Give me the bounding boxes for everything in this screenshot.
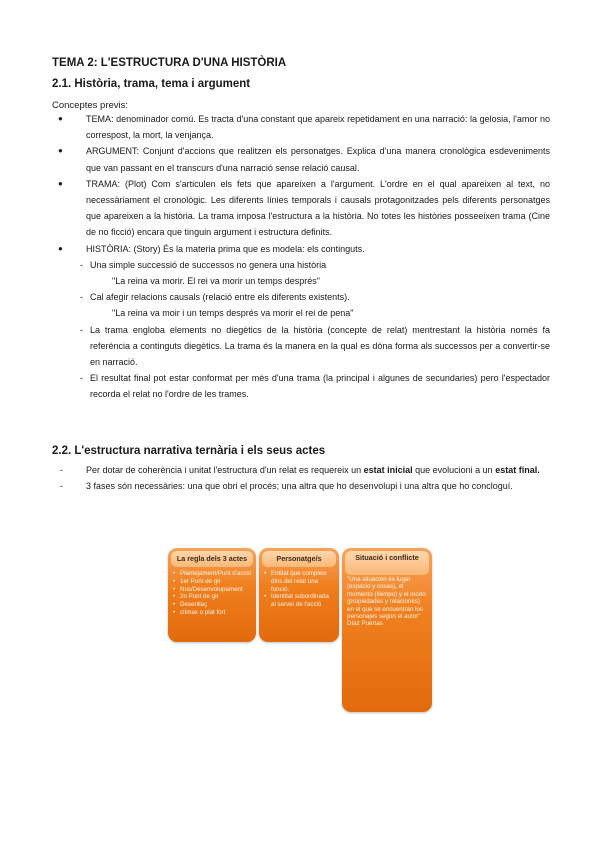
structure-list <box>52 462 550 494</box>
list-item-trama <box>52 176 550 241</box>
section-1-heading: 2.1. Història, trama, tema i argument <box>52 78 251 90</box>
dash-marker: - <box>60 465 63 475</box>
list-item-text: ARGUMENT: Conjunt d'accions que realitzen els personatges. Explica d'una manera cronològica esdeveniments que van passant en el transcurs d'una narració sense relació causal. <box>86 146 550 173</box>
box-situation-text: "Una situación es lugar (espacio y cosas), el momento (tiempo) y el modo (propiedades y relaciones) en el que se encuentran los personajes según el autor" Díaz Puertas <box>347 576 426 628</box>
box-item: • Entitat que compleix dins del relat una funció. <box>264 570 335 593</box>
box-item: • Plantejament/Punt d'acció <box>173 570 252 578</box>
list-item-coherencia <box>52 462 550 478</box>
sub-item-text: El resultat final pot estar conformat per més d'una trama (la principal i algunes de secundaries) pero l'espectador recorda el relat no l'ordre de les trames. <box>90 373 550 400</box>
dash-marker: - <box>80 373 83 384</box>
box-item: • Desenllaç <box>173 601 252 609</box>
list-item-text: TRAMA: (Plot) Com s'articulen els fets que apareixen a l'argument. L'ordre en el qual apareixen al text, no necessàriament el cronològic. Les diferents línies temporals i causals protagonitzades pels diferents personatges que apareixen a la història. La trama imposa l'estructura a la història. No totes les històries posseeixen trama (Cine de no ficció) encara que tinguin argument i estructura definits. <box>86 178 550 238</box>
sub-item-relacions <box>52 289 550 305</box>
document-title: TEMA 2: L'ESTRUCTURA D'UNA HISTÒRIA <box>52 57 287 69</box>
box-situation <box>342 548 432 712</box>
quote-2: "La reina va moir i un temps després va morir el rei de pena" <box>112 308 354 319</box>
list-item-tema <box>52 111 550 143</box>
bold-estat-final: estat final. <box>495 465 540 475</box>
box-item: • 1er Punt de gir <box>173 578 252 586</box>
list-item-fases <box>52 478 550 494</box>
three-acts-diagram <box>168 546 434 714</box>
sub-item-resultat <box>52 370 550 402</box>
list-item-text-a: Per dotar de coherència i unitat l'estructura d'un relat es requereix un <box>86 465 364 475</box>
list-item-text: HISTÒRIA: (Story) És la materia prima que es modela: els continguts. <box>86 243 365 254</box>
list-item-text: 3 fases són necessàries: una que obri el procés; una altra que ho desenvolupi i una altra que ho concloguí. <box>86 481 513 492</box>
bullet-icon: ● <box>58 243 63 253</box>
section-1-intro: Conceptes previs: <box>52 100 129 111</box>
sub-item-text: Cal afegir relacions causals (relació entre els diferents existents). <box>90 292 350 303</box>
dash-marker: - <box>60 481 63 492</box>
box-three-acts <box>168 548 256 642</box>
dash-marker: - <box>80 324 83 335</box>
list-item-text: TEMA: denominador comú. Es tracta d'una constant que apareix repetidament en una narració: la gelosia, l'amor no correspost, la mort, la venjança. <box>86 114 550 141</box>
box-three-acts-list <box>173 570 252 617</box>
box-characters <box>259 548 339 642</box>
quote-1: "La reina va morir. El rei va morir un temps després" <box>112 276 320 287</box>
list-item-text-b: que evolucioni a un <box>412 465 496 475</box>
list-item-historia <box>52 241 550 257</box>
sub-item-text: Una simple successió de successos no genera una història <box>90 259 327 270</box>
bullet-icon: ● <box>58 114 63 123</box>
list-item-argument <box>52 143 550 175</box>
dash-marker: - <box>80 259 83 270</box>
box-situation-title: Situació i conflicte <box>345 551 429 575</box>
bullet-icon: ● <box>58 146 63 156</box>
concept-list <box>52 111 550 403</box>
box-item: • Identitat subordinada al servei de l'acció <box>264 593 335 609</box>
box-item: • clímax o plat fort <box>173 609 252 617</box>
sub-item-text: La trama engloba elements no diegètics de la història (concepte de relat) mentrestant la història només fa referència a continguts diegètics. La trama és la manera en la qual es dóna forma als successos per a convertir-se en narració. <box>90 324 550 368</box>
box-item: • 2n Punt de gir <box>173 593 252 601</box>
box-characters-title: Personatge/s <box>262 551 336 567</box>
sub-item-successio <box>52 257 550 273</box>
box-three-acts-title: La regla dels 3 actes <box>171 551 253 567</box>
sub-item-trama-diegetic <box>52 322 550 371</box>
section-2-heading: 2.2. L'estructura narrativa ternària i els seus actes <box>52 445 326 457</box>
box-item: • Nus/Desenvolupament <box>173 586 252 594</box>
bullet-icon: ● <box>58 178 63 188</box>
box-characters-list <box>264 570 335 609</box>
bold-estat-inicial: estat inicial <box>363 465 413 475</box>
dash-marker: - <box>80 292 83 303</box>
